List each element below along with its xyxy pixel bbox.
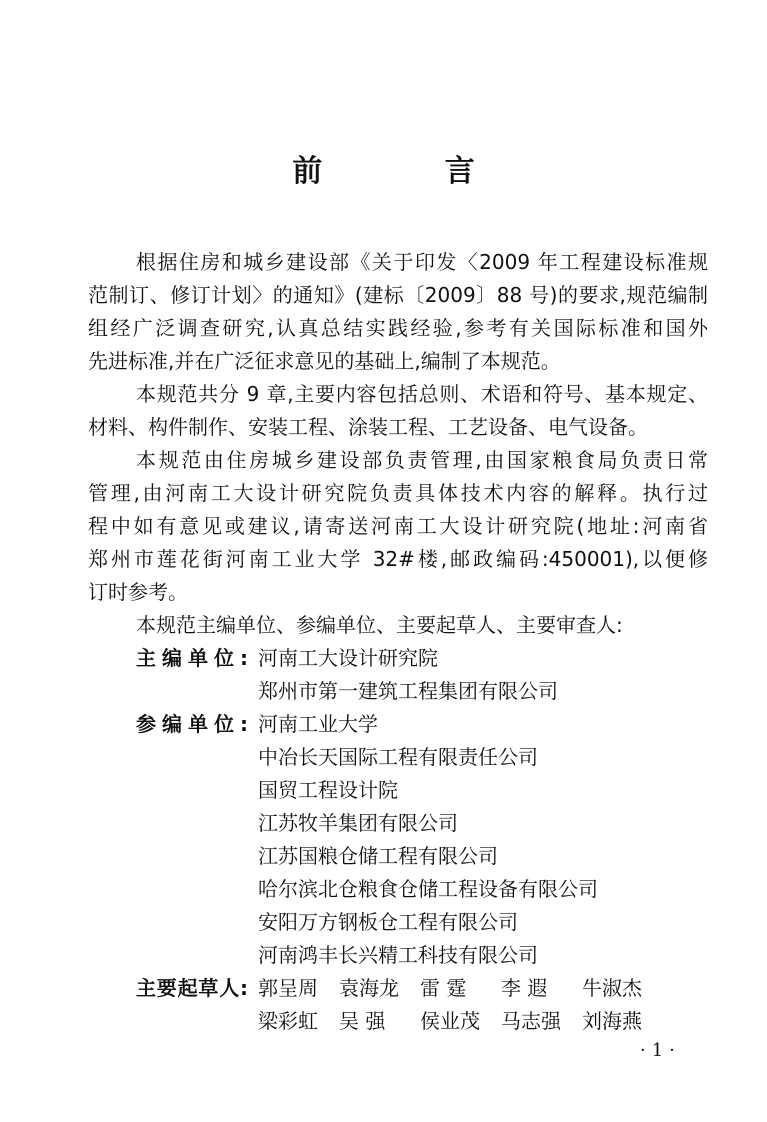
drafter-name: 梁彩虹 — [258, 1009, 318, 1033]
drafter-name: 吴 强 — [339, 1009, 386, 1033]
unit-item: 河南工业大学 — [258, 712, 378, 736]
drafter-name: 马志强 — [501, 1009, 561, 1033]
participating-units-label: 参编单位: — [136, 712, 248, 736]
unit-item: 国贸工程设计院 — [258, 778, 398, 802]
text-line: 郑州市莲花街河南工业大学 32#楼,邮政编码:450001),以便修 — [88, 547, 708, 571]
unit-item: 中冶长天国际工程有限责任公司 — [258, 745, 538, 769]
text-line: 订时参考。 — [88, 580, 188, 604]
text-line: 本规范共分 9 章,主要内容包括总则、术语和符号、基本规定、 — [136, 382, 708, 406]
drafters-section — [88, 972, 708, 1038]
unit-item: 郑州市第一建筑工程集团有限公司 — [258, 679, 558, 703]
text-line: 根据住房和城乡建设部《关于印发〈2009 年工程建设标准规 — [136, 250, 708, 274]
unit-item: 河南鸿丰长兴精工科技有限公司 — [258, 943, 538, 967]
text-line: 本规范主编单位、参编单位、主要起草人、主要审查人: — [136, 613, 623, 637]
text-line: 管理,由河南工大设计研究院负责具体技术内容的解释。执行过 — [88, 481, 708, 505]
drafter-name: 刘海燕 — [582, 1009, 642, 1033]
drafter-name: 牛淑杰 — [582, 976, 642, 1000]
chief-units-label: 主编单位: — [136, 646, 248, 670]
drafter-name: 郭呈周 — [258, 976, 318, 1000]
unit-item: 江苏国粮仓储工程有限公司 — [258, 844, 498, 868]
unit-item: 哈尔滨北仓粮食仓储工程设备有限公司 — [258, 877, 598, 901]
text-line: 组经广泛调查研究,认真总结实践经验,参考有关国际标准和国外 — [88, 316, 708, 340]
chief-units-section — [88, 642, 708, 708]
drafter-name: 侯业茂 — [420, 1009, 480, 1033]
unit-item: 安阳万方钢板仓工程有限公司 — [258, 910, 518, 934]
text-line: 本规范由住房城乡建设部负责管理,由国家粮食局负责日常 — [136, 448, 708, 472]
drafters-label: 主要起草人: — [136, 976, 248, 1000]
text-line: 程中如有意见或建议,请寄送河南工大设计研究院(地址:河南省 — [88, 514, 708, 538]
participating-units-section — [88, 708, 708, 972]
drafter-name: 李 遐 — [501, 976, 548, 1000]
paragraph-4 — [88, 609, 708, 642]
unit-item: 河南工大设计研究院 — [258, 646, 438, 670]
page-title: 前 言 — [292, 154, 531, 189]
text-line: 材料、构件制作、安装工程、涂装工程、工艺设备、电气设备。 — [88, 415, 648, 439]
drafter-name: 雷 霆 — [420, 976, 467, 1000]
document-body — [88, 246, 708, 1038]
drafter-name: 袁海龙 — [339, 976, 399, 1000]
text-line: 范制订、修订计划〉的通知》(建标〔2009〕88 号)的要求,规范编制 — [88, 283, 708, 307]
page-number: ·1· — [640, 1040, 681, 1061]
text-line: 先进标准,并在广泛征求意见的基础上,编制了本规范。 — [88, 349, 561, 373]
paragraph-1 — [88, 246, 708, 378]
paragraph-3 — [88, 444, 708, 609]
unit-item: 江苏牧羊集团有限公司 — [258, 811, 458, 835]
paragraph-2 — [88, 378, 708, 444]
